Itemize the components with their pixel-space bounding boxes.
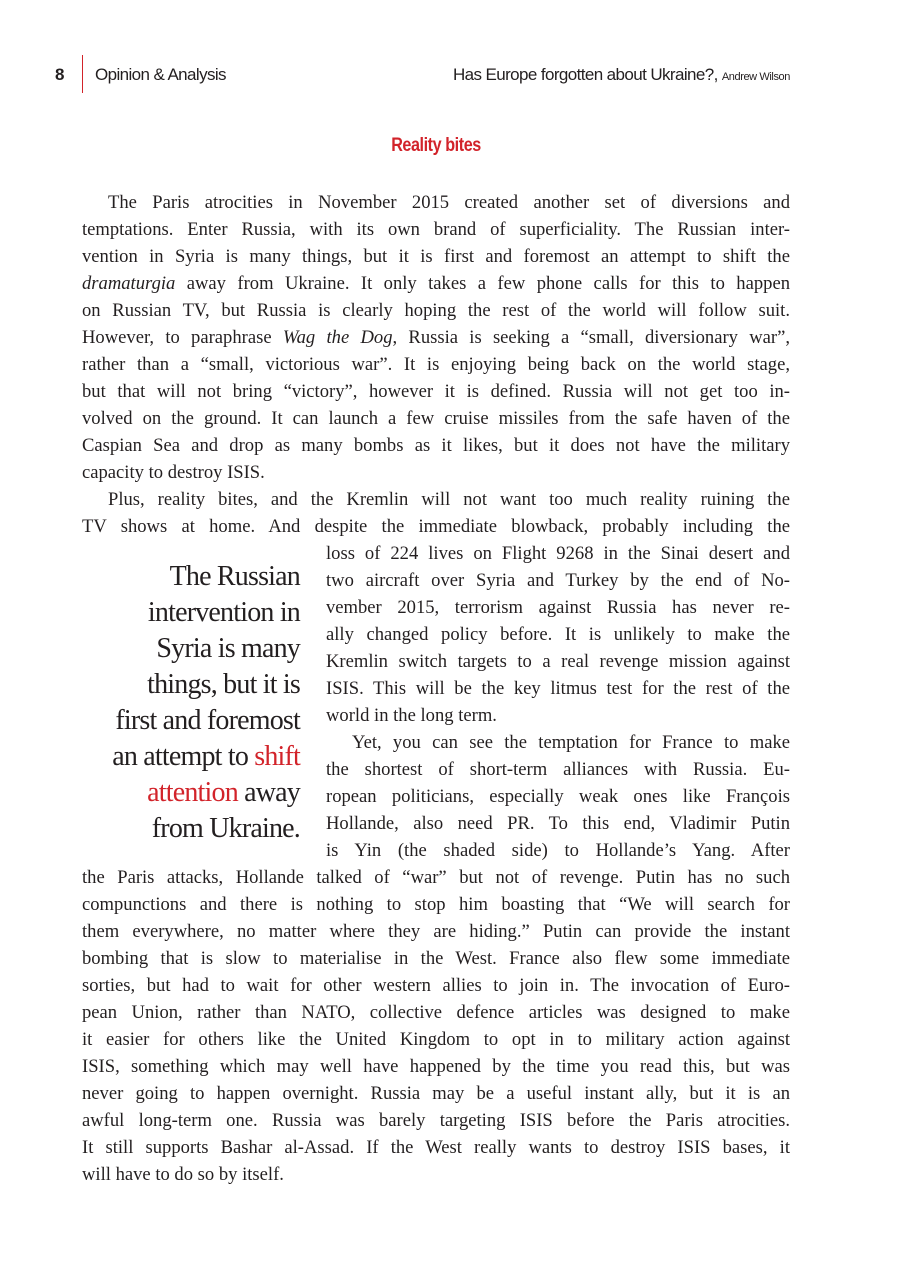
pull-quote-text: intervention in (147, 597, 300, 628)
pull-quote-line (80, 559, 300, 595)
body-text: ISIS. This will be the key litmus test for the rest of the (326, 678, 790, 699)
body-text: Kremlin switch targets to a real revenge mission against (326, 651, 790, 672)
body-text: bombing that is slow to materialise in the West. France also flew some immediate (82, 948, 790, 969)
pull-quote-line (80, 703, 300, 739)
body-text-line (82, 864, 790, 891)
body-text-line (82, 432, 790, 459)
pull-quote-text: first and foremost (115, 705, 300, 736)
body-text: Caspian Sea and drop as many bombs as it likes, but it does not have the military (82, 435, 790, 456)
body-text-line (82, 243, 790, 270)
body-text: loss of 224 lives on Flight 9268 in the Sinai desert and (326, 543, 790, 564)
body-text: Hollande, also need PR. To this end, Vladimir Putin (326, 813, 790, 834)
body-text-line (82, 513, 790, 540)
pull-quote-text: things, but it is (147, 669, 300, 700)
body-text: them everywhere, no matter where they are hiding.” Putin can provide the instant (82, 921, 790, 942)
body-text-line (326, 675, 790, 702)
body-text-line (82, 459, 790, 486)
body-text: vention in Syria is many things, but it is first and foremost an attempt to shift the (82, 246, 790, 267)
pull-quote-line (80, 631, 300, 667)
section-heading: Reality bites (391, 135, 481, 156)
body-text-line (326, 810, 790, 837)
body-text-line (82, 351, 790, 378)
body-text-line (82, 1026, 790, 1053)
body-text: temptations. Enter Russia, with its own brand of superficiality. The Russian inter- (82, 219, 790, 240)
body-text: ally changed policy before. It is unlikely to make the (326, 624, 790, 645)
body-text-line (82, 972, 790, 999)
body-text-line (82, 1053, 790, 1080)
pull-quote-text: away (237, 777, 300, 808)
body-text-line (108, 189, 790, 216)
body-text: world in the long term. (326, 705, 497, 726)
pull-quote-text: The Russian (169, 561, 300, 592)
body-text-line (82, 405, 790, 432)
body-text: the Paris attacks, Hollande talked of “war” but not of revenge. Putin has no such (82, 867, 790, 888)
running-title (453, 64, 790, 88)
body-text: but that will not bring “victory”, however it is defined. Russia will not get too in- (82, 381, 790, 402)
pull-quote-line (80, 739, 300, 775)
body-text: However, to paraphrase (82, 327, 283, 348)
body-text: on Russian TV, but Russia is clearly hoping the rest of the world will follow suit. (82, 300, 790, 321)
header-divider (82, 55, 83, 93)
body-text-line (82, 891, 790, 918)
section-label: Opinion & Analysis (95, 65, 226, 84)
body-text: compunctions and there is nothing to stop him boasting that “We will search for (82, 894, 790, 915)
body-text: , Russia is seeking a “small, diversionary war”, (392, 327, 790, 348)
body-text: pean Union, rather than NATO, collective defence articles was designed to make (82, 1002, 790, 1023)
body-text: will have to do so by itself. (82, 1164, 284, 1185)
body-text-line (82, 324, 790, 351)
pull-quote-text: from Ukraine. (151, 813, 300, 844)
body-text: is Yin (the shaded side) to Hollande’s Yang. After (326, 840, 790, 861)
body-text: it easier for others like the United Kingdom to opt in to military action against (82, 1029, 790, 1050)
body-text: the shortest of short-term alliances with Russia. Eu- (326, 759, 790, 780)
body-text-line (326, 567, 790, 594)
body-text: ISIS, something which may well have happened by the time you read this, but was (82, 1056, 790, 1077)
body-text-line (82, 945, 790, 972)
pull-quote-line (80, 811, 300, 847)
body-text-line (326, 837, 790, 864)
body-text-line (326, 621, 790, 648)
body-text: never going to happen overnight. Russia may be a useful instant ally, but it is an (82, 1083, 790, 1104)
body-text: two aircraft over Syria and Turkey by the end of No- (326, 570, 790, 591)
body-text-line (326, 756, 790, 783)
pull-quote-line (80, 667, 300, 703)
pull-quote (80, 559, 300, 847)
body-text: It still supports Bashar al-Assad. If the West really wants to destroy ISIS bases, it (82, 1137, 790, 1158)
body-text: ropean politicians, especially weak ones like François (326, 786, 790, 807)
body-text-line (82, 216, 790, 243)
body-text-line (82, 378, 790, 405)
body-text: Plus, reality bites, and the Kremlin will not want too much reality ruining the (108, 489, 790, 510)
body-text-line (82, 270, 790, 297)
italic-title-text: Wag the Dog (282, 327, 393, 348)
pull-quote-text: Syria is many (156, 633, 300, 664)
body-text-line (82, 918, 790, 945)
body-text-line (82, 999, 790, 1026)
body-text: rather than a “small, victorious war”. It is enjoying being back on the world stage, (82, 354, 790, 375)
body-text-line (326, 702, 790, 729)
body-text-line (82, 1080, 790, 1107)
body-text: sorties, but had to wait for other western allies to join in. The invocation of Euro- (82, 975, 790, 996)
author-name: Andrew Wilson (721, 71, 790, 83)
body-text-line (326, 594, 790, 621)
body-text: volved on the ground. It can launch a few cruise missiles from the safe haven of the (82, 408, 790, 429)
body-text-line (326, 540, 790, 567)
pull-quote-line (80, 775, 300, 811)
body-text: Yet, you can see the temptation for France to make (352, 732, 790, 753)
body-text-line (82, 1161, 790, 1188)
body-text-line (82, 1107, 790, 1134)
body-text: The Paris atrocities in November 2015 created another set of diversions and (108, 192, 790, 213)
pull-quote-highlight: shift (254, 741, 300, 772)
body-text-line (108, 486, 790, 513)
pull-quote-text: an attempt to (112, 741, 255, 772)
body-text-line (352, 729, 790, 756)
pull-quote-highlight: attention (147, 777, 238, 808)
italic-title-text: dramaturgia (82, 273, 176, 294)
body-text: TV shows at home. And despite the immediate blowback, probably including the (82, 516, 790, 537)
body-text: away from Ukraine. It only takes a few phone calls for this to happen (175, 273, 790, 294)
body-text: awful long-term one. Russia was barely targeting ISIS before the Paris atrocities. (82, 1110, 790, 1131)
body-text: capacity to destroy ISIS. (82, 462, 265, 483)
body-text-line (82, 1134, 790, 1161)
body-text-line (326, 783, 790, 810)
body-text: vember 2015, terrorism against Russia has never re- (326, 597, 790, 618)
body-text-line (326, 648, 790, 675)
article-title: Has Europe forgotten about Ukraine?, (452, 65, 718, 84)
body-text-line (82, 297, 790, 324)
pull-quote-line (80, 595, 300, 631)
page-number: 8 (55, 65, 64, 84)
